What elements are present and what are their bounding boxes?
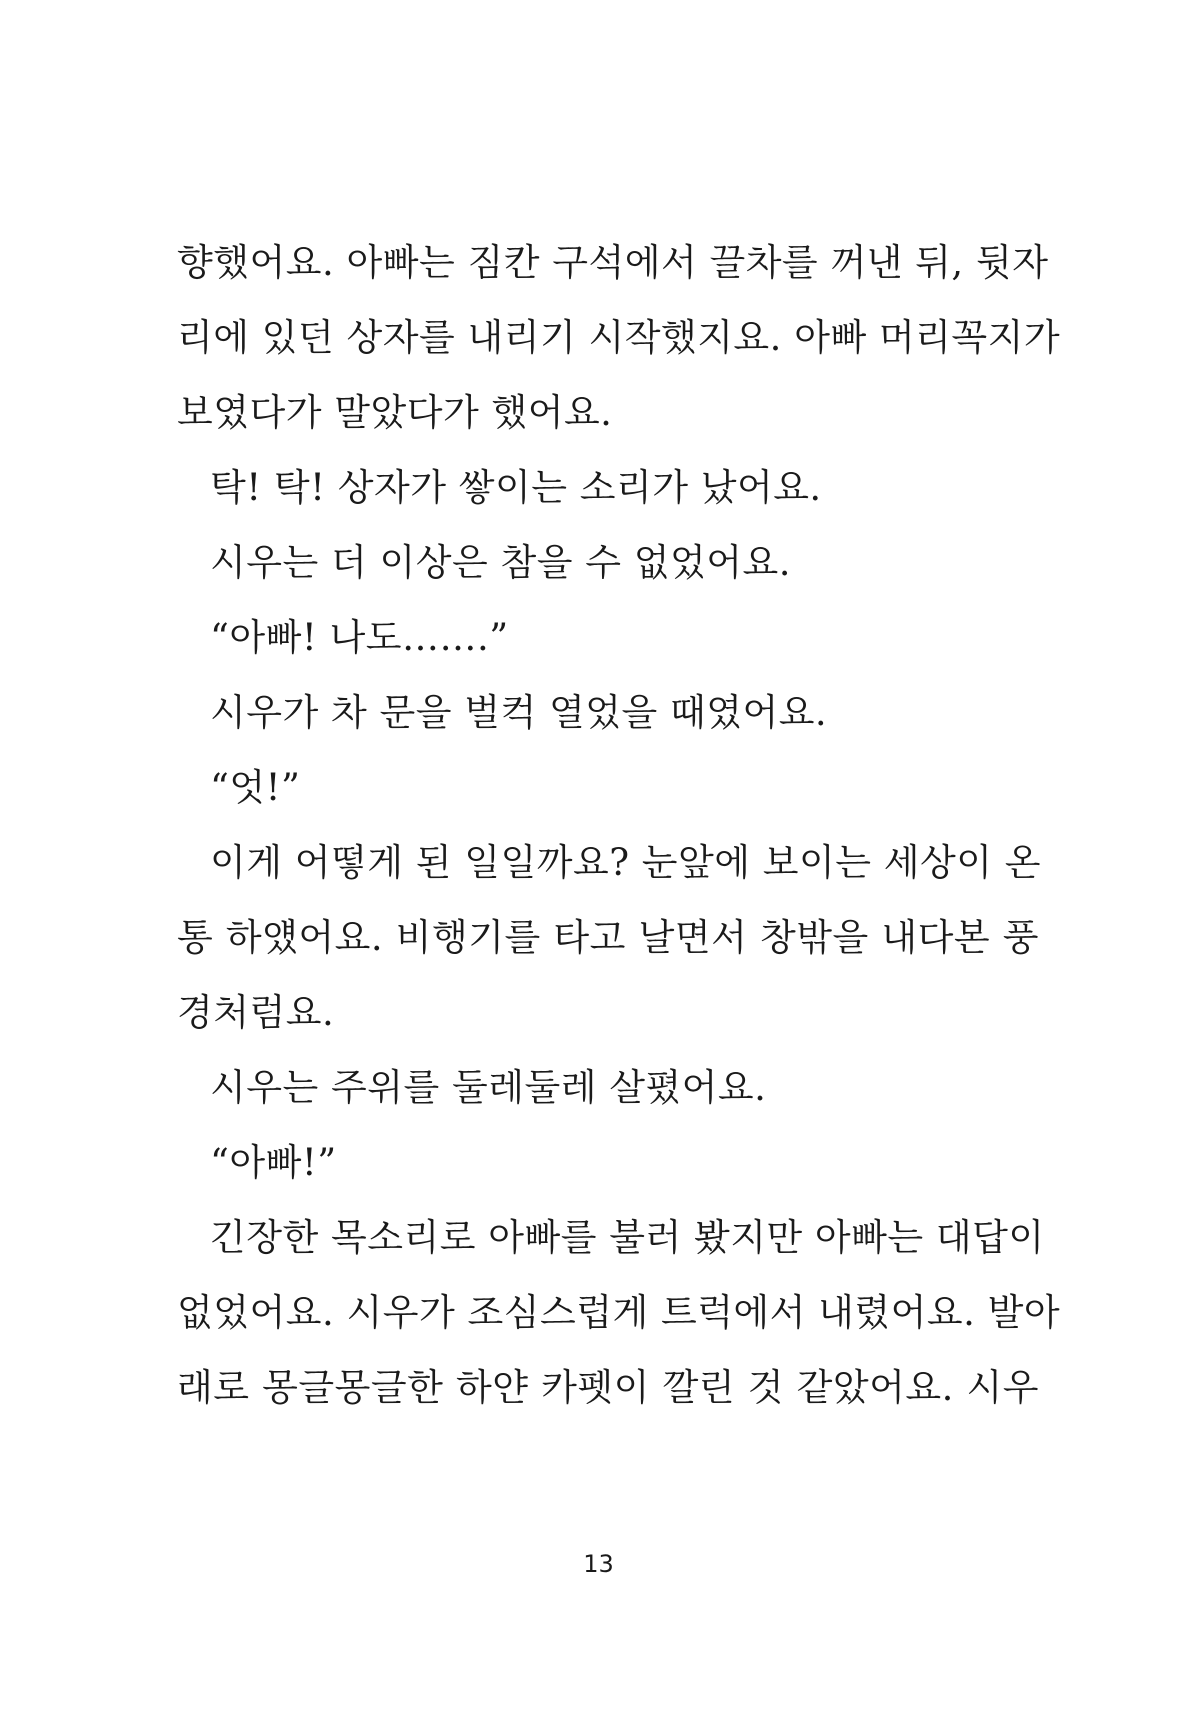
- text-line: 경처럼요.: [177, 991, 335, 1034]
- dialogue-line: “아빠! 나도…….”: [210, 616, 509, 659]
- text-line: 향했어요. 아빠는 짐칸 구석에서 끌차를 꺼낸 뒤, 뒷자: [177, 241, 1049, 284]
- text-line: 긴장한 목소리로 아빠를 불러 봤지만 아빠는 대답이: [210, 1216, 1045, 1259]
- dialogue-line: “엇!”: [210, 766, 301, 809]
- text-line: 시우가 차 문을 벌컥 열었을 때였어요.: [210, 691, 828, 734]
- text-line: 리에 있던 상자를 내리기 시작했지요. 아빠 머리꼭지가: [177, 316, 1061, 359]
- text-line: 없었어요. 시우가 조심스럽게 트럭에서 내렸어요. 발아: [177, 1291, 1061, 1334]
- text-line: 래로 몽글몽글한 하얀 카펫이 깔린 것 같았어요. 시우: [177, 1366, 1039, 1409]
- text-line: 탁! 탁! 상자가 쌓이는 소리가 났어요.: [210, 466, 822, 509]
- body-text: [177, 225, 1061, 1425]
- text-line: 이게 어떻게 된 일일까요? 눈앞에 보이는 세상이 온: [210, 841, 1042, 884]
- text-line: 시우는 더 이상은 참을 수 없었어요.: [210, 541, 791, 584]
- text-line: 보였다가 말았다가 했어요.: [177, 391, 613, 434]
- text-line: 통 하얬어요. 비행기를 타고 날면서 창밖을 내다본 풍: [177, 916, 1039, 959]
- dialogue-line: “아빠!”: [210, 1141, 337, 1184]
- page-number: 13: [583, 1550, 614, 1578]
- text-line: 시우는 주위를 둘레둘레 살폈어요.: [210, 1066, 767, 1109]
